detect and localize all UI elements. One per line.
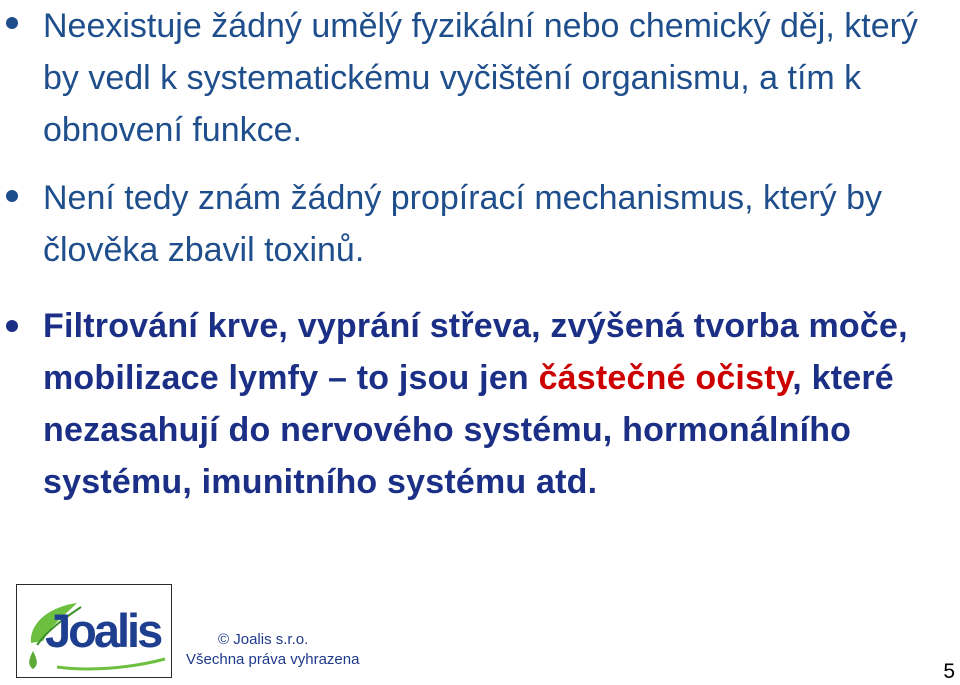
bullet-text-2: Není tedy znám žádný propírací mechanismus, který by člověka zbavil toxinů. [43,179,883,269]
company-name: Joalis s.r.o. [233,631,309,648]
logo-text: Joalis [45,604,161,657]
bullet-text-3 [43,300,955,508]
joalis-logo [16,584,172,678]
bullet-text-3-end: , které nezasahují do nervového systému, hormonálního systému, imunitního systému atd. [43,359,894,501]
page-number: 5 [943,660,955,683]
partial-cleansing-highlight: částečné očisty [538,359,793,397]
bullet-text-3-start: Filtrování krve, vyprání střeva, zvýšená tvorba moče, mobilizace lymfy – to jsou jen [43,307,908,397]
rights-reserved: Všechna práva vyhrazena [186,651,360,668]
bullet-dot-icon [6,320,18,332]
copyright-footer [186,630,359,670]
copyright-symbol: © [218,631,230,648]
bullet-dot-icon [6,190,18,202]
copyright-line [186,630,359,650]
bullet-dot-icon [6,17,18,29]
bullet-text-1: Neexistuje žádný umělý fyzikální nebo chemický děj, který by vedl k systematickému vyčištění organismu, a tím k obnovení funkce. [43,7,918,149]
